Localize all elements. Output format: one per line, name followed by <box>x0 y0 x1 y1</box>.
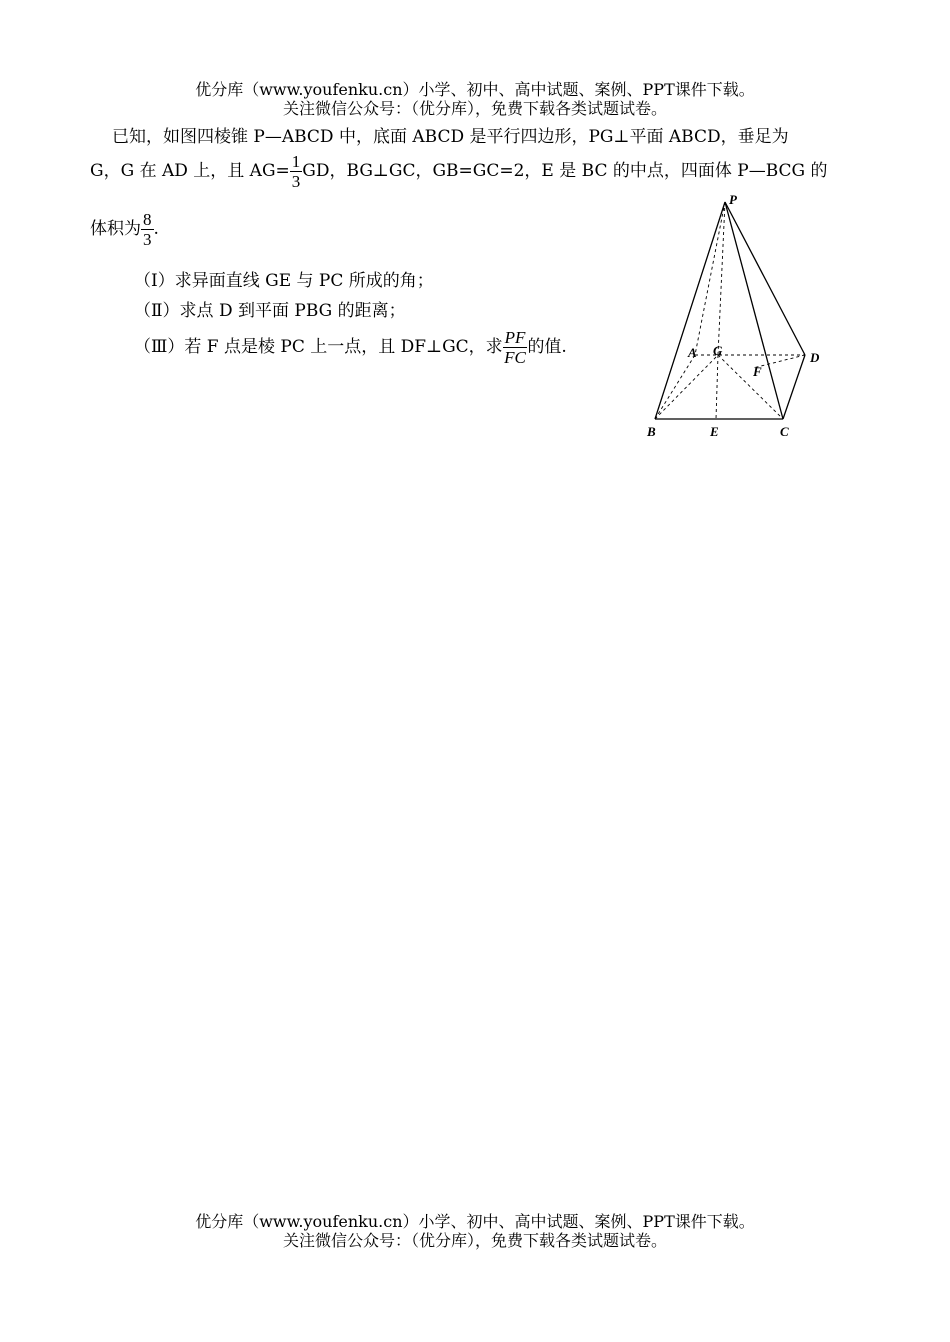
edge-CD <box>783 355 805 419</box>
header-line-1: 优分库（www.youfenku.cn）小学、初中、高中试题、案例、PPT课件下载。 <box>195 80 755 99</box>
question-3-post: 的值. <box>527 337 567 357</box>
footer-line-1: 优分库（www.youfenku.cn）小学、初中、高中试题、案例、PPT课件下载。 <box>195 1212 755 1231</box>
edge-PD <box>725 202 805 355</box>
question-3-pre: （Ⅲ）若 F 点是棱 PC 上一点，且 DF⊥GC，求 <box>134 337 503 357</box>
problem-line-1: 已知，如图四棱锥 P—ABCD 中，底面 ABCD 是平行四边形，PG⊥平面 ABCD，垂足为 <box>112 127 789 147</box>
edge-PA <box>695 202 725 355</box>
fraction-pf-fc-numerator: PF <box>504 328 526 347</box>
fraction-pf-fc <box>503 328 528 367</box>
header-line-2: 关注微信公众号：（优分库），免费下载各类试题试卷。 <box>282 99 667 118</box>
edge-GE <box>716 355 718 419</box>
fraction-one-third-denominator: 3 <box>291 172 301 191</box>
problem-line-3-pre: 体积为 <box>90 219 141 239</box>
label-E: E <box>710 424 719 439</box>
edge-PC <box>725 202 783 419</box>
label-B: B <box>647 424 656 439</box>
problem-line-2-pre: G，G 在 AD 上，且 AG= <box>90 161 290 181</box>
problem-line-3 <box>90 210 159 249</box>
label-C: C <box>780 424 789 439</box>
label-G: G <box>713 343 723 358</box>
edge-BG <box>655 355 718 419</box>
hidden-edges <box>655 202 805 419</box>
question-2: （Ⅱ）求点 D 到平面 PBG 的距离； <box>134 301 406 321</box>
pyramid-figure <box>640 190 840 445</box>
edge-GC <box>718 355 783 419</box>
problem-line-2-post: GD，BG⊥GC，GB=GC=2，E 是 BC 的中点，四面体 P—BCG 的 <box>302 161 828 181</box>
fraction-one-third <box>290 152 303 191</box>
label-A: A <box>688 345 697 360</box>
label-F: F <box>753 364 762 379</box>
problem-line-2 <box>90 152 828 191</box>
fraction-pf-fc-denominator: FC <box>504 348 526 367</box>
label-D: D <box>810 350 820 365</box>
question-3 <box>134 328 567 367</box>
edge-BA <box>655 355 695 419</box>
problem-line-3-post: . <box>153 219 159 239</box>
footer-line-2: 关注微信公众号：（优分库），免费下载各类试题试卷。 <box>282 1231 667 1250</box>
fraction-eight-thirds <box>141 210 154 249</box>
edge-PG <box>718 202 725 355</box>
fraction-eight-thirds-denominator: 3 <box>143 230 152 249</box>
label-P: P <box>729 192 737 207</box>
question-1: （Ⅰ）求异面直线 GE 与 PC 所成的角； <box>134 271 434 291</box>
edge-PB <box>655 202 725 419</box>
solid-edges <box>655 202 805 419</box>
fraction-eight-thirds-numerator: 8 <box>143 210 152 229</box>
fraction-one-third-numerator: 1 <box>291 152 301 171</box>
